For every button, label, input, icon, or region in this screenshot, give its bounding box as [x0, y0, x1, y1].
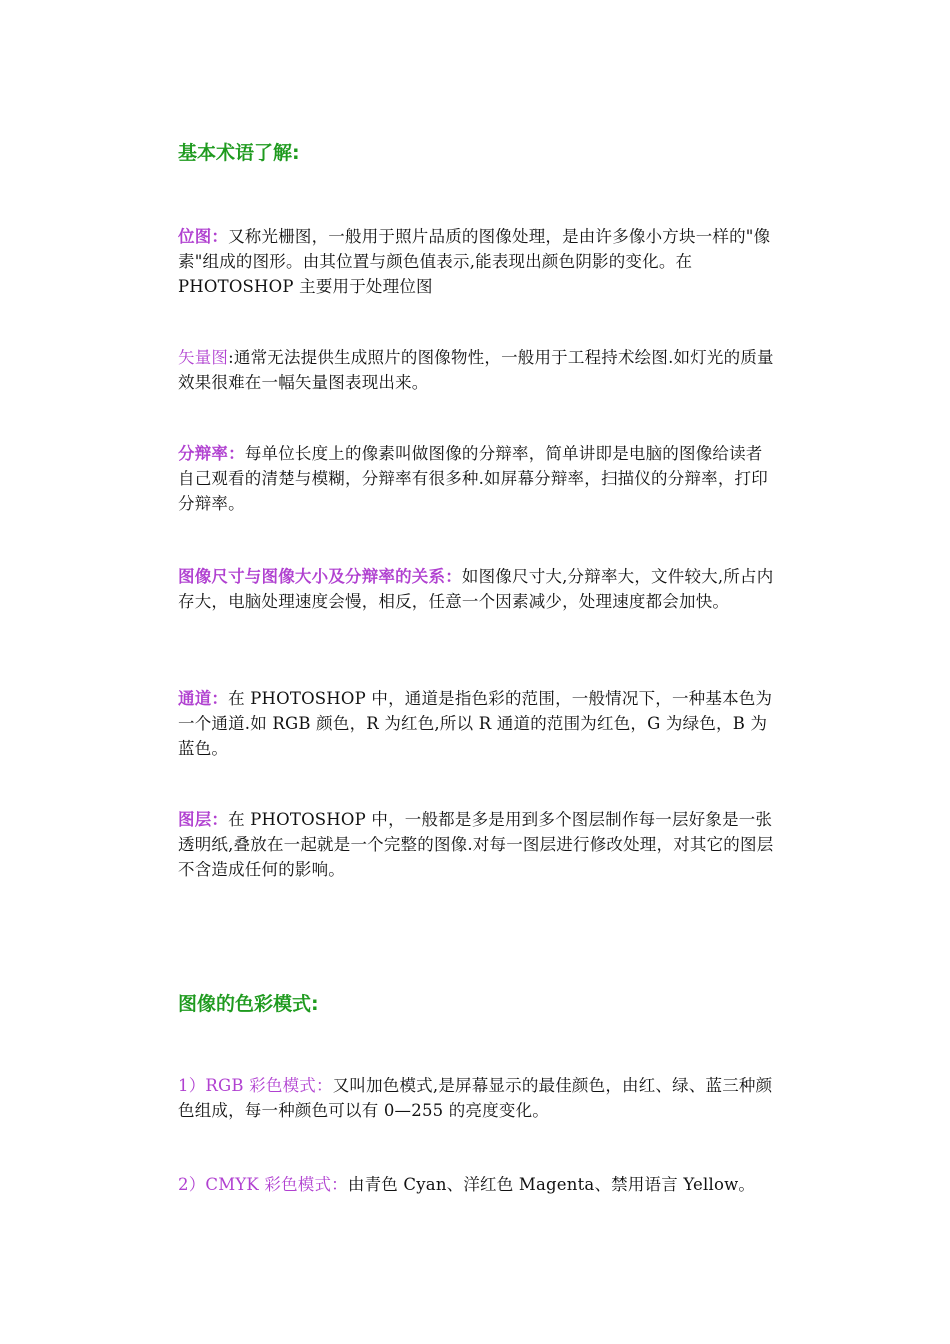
paragraph-size-relation: [178, 564, 778, 614]
section-heading-basic-terms: 基本术语了解:: [178, 142, 300, 164]
paragraph-bitmap: [178, 224, 778, 299]
term-bitmap: 位图：: [178, 227, 229, 246]
term-rgb-mode: 1）RGB 彩色模式：: [178, 1076, 333, 1095]
paragraph-resolution: [178, 441, 778, 516]
term-layer: 图层：: [178, 810, 229, 829]
text-size-relation: 如图像尺寸大,分辩率大，文件较大,所占内存大，电脑处理速度会慢，相反，任意一个因素减少，处理速度都会加快。: [178, 567, 774, 611]
paragraph-cmyk-mode: [178, 1172, 778, 1197]
paragraph-rgb-mode: [178, 1073, 778, 1123]
term-channel: 通道：: [178, 689, 229, 708]
text-channel: 在 PHOTOSHOP 中，通道是指色彩的范围，一般情况下，一种基本色为一个通道.如 RGB 颜色，R 为红色,所以 R 通道的范围为红色，G 为绿色，B 为蓝色。: [178, 689, 773, 758]
term-vector: 矢量图: [178, 348, 229, 367]
text-layer: 在 PHOTOSHOP 中，一般都是多是用到多个图层制作每一层好象是一张透明纸,叠放在一起就是一个完整的图像.对每一图层进行修改处理，对其它的图层不含造成任何的影响。: [178, 810, 774, 879]
text-resolution: 每单位长度上的像素叫做图像的分辩率，简单讲即是电脑的图像给读者自己观看的清楚与模糊，分辩率有很多种.如屏幕分辩率，扫描仪的分辩率，打印分辩率。: [178, 444, 768, 513]
paragraph-channel: [178, 686, 778, 761]
paragraph-vector: [178, 345, 778, 395]
text-cmyk-mode: 由青色 Cyan、洋红色 Magenta、禁用语言 Yellow。: [347, 1175, 756, 1194]
term-size-relation: 图像尺寸与图像大小及分辩率的关系：: [178, 567, 462, 586]
text-rgb-mode: 又叫加色模式,是屏幕显示的最佳颜色，由红、绿、蓝三种颜色组成，每一种颜色可以有 0—255 的亮度变化。: [178, 1076, 773, 1120]
term-cmyk-mode: 2）CMYK 彩色模式：: [178, 1175, 348, 1194]
text-bitmap: 又称光栅图，一般用于照片品质的图像处理，是由许多像小方块一样的"像素"组成的图形。由其位置与颜色值表示,能表现出颜色阴影的变化。在 PHOTOSHOP 主要用于处理位图: [178, 227, 771, 296]
paragraph-layer: [178, 807, 778, 882]
term-resolution: 分辩率：: [178, 444, 245, 463]
section-heading-color-modes: 图像的色彩模式:: [178, 993, 319, 1015]
text-vector: :通常无法提供生成照片的图像物性，一般用于工程持术绘图.如灯光的质量效果很难在一幅矢量图表现出来。: [178, 348, 774, 392]
